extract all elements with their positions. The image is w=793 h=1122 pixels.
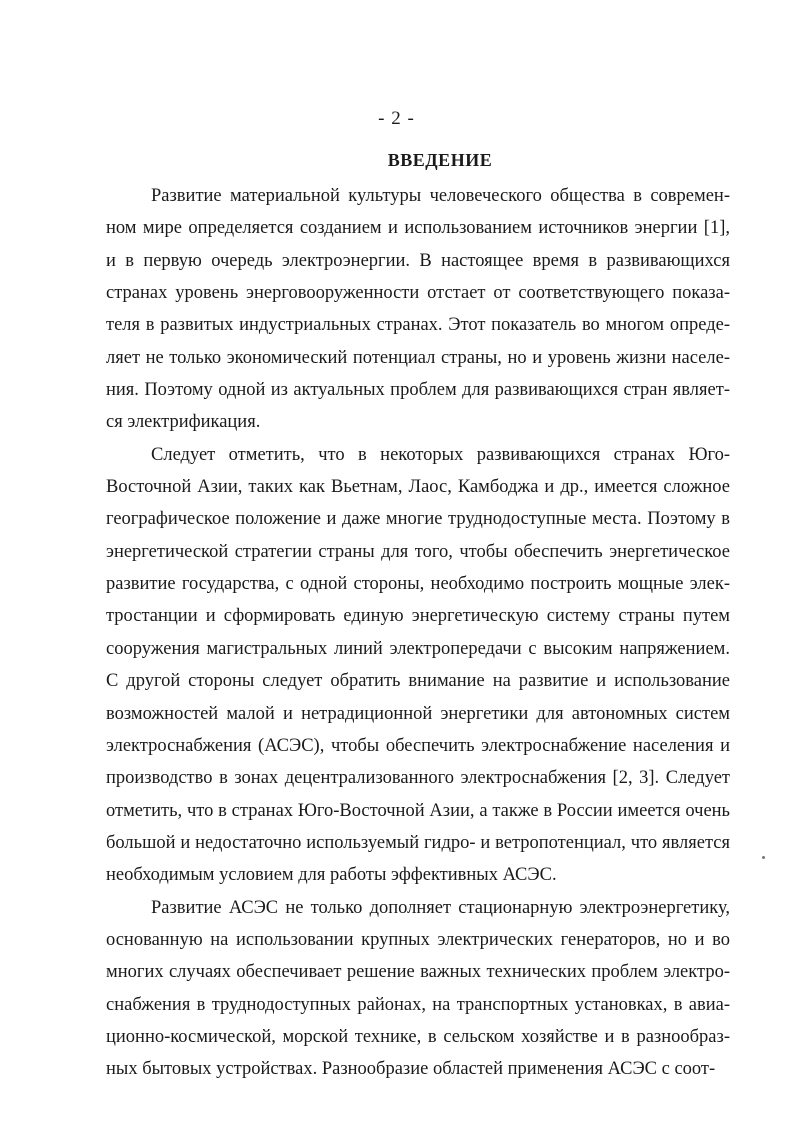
body-text	[106, 180, 730, 1086]
page-number: - 2 -	[378, 108, 415, 129]
section-heading: ВВЕДЕНИЕ	[387, 150, 493, 170]
paragraph-intro: Развитие материальной культуры человеческого общества в современном мире определяется созданием и использованием источников энергии [1], и в первую очередь электроэнергии. В настоящее время в развивающихся странах уровень энерговооруженности отстает от соответствующего показателя в развитых индустриальных странах. Этот показатель во многом определяет не только экономический потенциал страны, но и уровень жизни населения. Поэтому одной из актуальных проблем для развивающихся стран является электрификация.	[106, 186, 730, 433]
paragraph-asep-development: Развитие АСЭС не только дополняет стационарную электроэнергетику, основанную на использовании крупных электрических генераторов, но и во многих случаях обеспечивает решение важных технических проблем электроснабжения в труднодоступных районах, на транспортных установках, в авиационно-космической, морской технике, в сельском хозяйстве и в разнообразных бытовых устройствах. Разнообразие областей применения АСЭС с соот-	[106, 897, 730, 1080]
scan-speck	[762, 856, 765, 859]
paragraph-southeast-asia: Следует отметить, что в некоторых развивающихся странах Юго-Восточной Азии, таких как Вьетнам, Лаос, Камбоджа и др., имеется сложное географическое положение и даже многие труднодоступные места. Поэтому в энергетической стратегии страны для того, чтобы обеспечить энергетическое развитие государства, с одной стороны, необходимо построить мощные электростанции и сформировать единую энергетическую систему страны путем сооружения магистральных линий электропередачи с высоким напряжением. С другой стороны следует обратить внимание на развитие и использование возможностей малой и нетрадиционной энергетики для автономных систем электроснабжения (АСЭС), чтобы обеспечить электроснабжение населения и производство в зонах децентрализованного электроснабжения [2, 3]. Следует отметить, что в странах Юго-Восточной Азии, а также в России имеется очень большой и недостаточно используемый гидро- и ветропотенциал, что является необходимым условием для работы эффективных АСЭС.	[106, 444, 730, 886]
